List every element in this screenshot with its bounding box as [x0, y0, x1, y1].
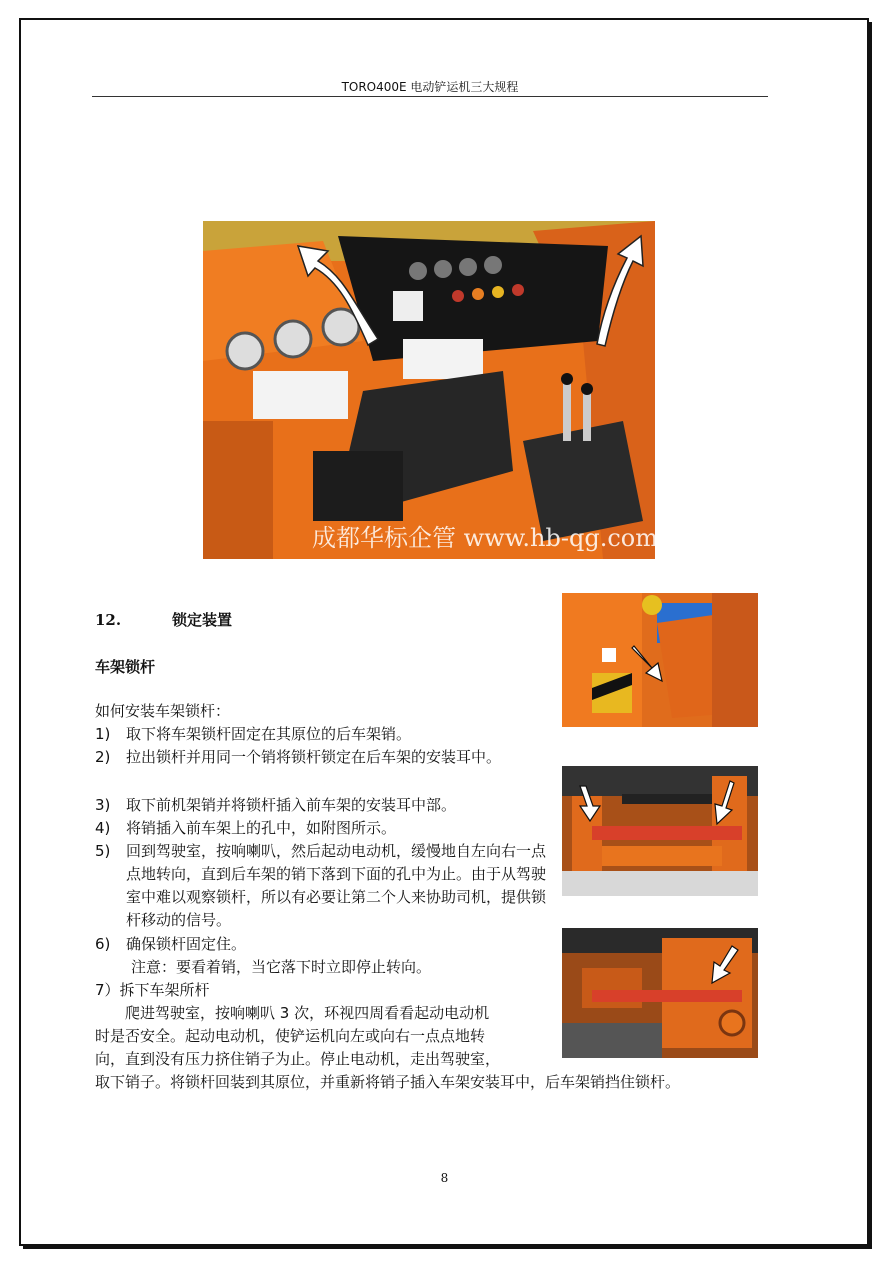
page-shadow-bottom: [23, 1246, 871, 1249]
page-number: 8: [440, 1171, 449, 1185]
lock-bar-installed-photo: [562, 766, 758, 896]
step-1: [95, 723, 555, 746]
step-text: 将销插入前车架上的孔中，如附图所示。: [126, 819, 397, 837]
photo-watermark: 成都华标企管 www.hb-qg.com: [312, 524, 658, 552]
rear-frame-pin-photo: [562, 928, 758, 1058]
note-line: 注意：要看着销，当它落下时立即停止转向。: [131, 958, 432, 976]
page-shadow-right: [869, 22, 872, 1249]
step-4: [95, 817, 555, 840]
step-7-line-3: 向，直到没有压力挤住销子为止。停止电动机，走出驾驶室，: [95, 1050, 501, 1068]
step-text: 确保锁杆固定住。: [126, 935, 247, 953]
step-number: 5): [95, 842, 111, 860]
section-number: 12.: [95, 611, 122, 629]
section-heading: [95, 609, 232, 630]
step-5: [95, 840, 555, 932]
subheading: 车架锁杆: [95, 658, 156, 676]
step-text: 取下将车架锁杆固定在其原位的后车架销。: [126, 725, 412, 743]
step-text: 回到驾驶室，按响喇叭，然后起动电动机，缓慢地自左向右一点点地转向，直到后车架的销下落到下面的孔中为止。由于从驾驶室中难以观察锁杆，所以有必要让第二个人来协助司机，提供锁杆移动的信号。: [126, 842, 547, 929]
step-text: 取下前机架销并将锁杆插入前车架的安装耳中部。: [126, 796, 457, 814]
worker-inserting-pin-photo: [562, 593, 758, 727]
step-7-line-2: 时是否安全。起动电动机，使铲运机向左或向右一点点地转: [95, 1027, 486, 1045]
running-header: TORO400E 电动铲运机三大规程: [341, 80, 519, 94]
step-7-line-1: 爬进驾驶室，按响喇叭 3 次，环视四周看看起动电动机: [125, 1004, 490, 1022]
step-number: 2): [95, 748, 111, 766]
step-7-line-4: 取下销子。将锁杆回装到其原位，并重新将销子插入车架安装耳中，后车架销挡住锁杆。: [95, 1073, 681, 1091]
step-number: 4): [95, 819, 111, 837]
step-3: [95, 794, 555, 817]
header-rule: [92, 96, 768, 97]
step-6: [95, 933, 555, 956]
step-2: [95, 746, 555, 769]
step-number: 3): [95, 796, 111, 814]
intro-line: 如何安装车架锁杆：: [95, 702, 231, 720]
step-7-title: 7）拆下车架所杆: [95, 981, 210, 999]
step-text: 拉出锁杆并用同一个销将锁杆锁定在后车架的安装耳中。: [126, 748, 502, 766]
section-title: 锁定装置: [172, 611, 233, 629]
cab-control-panel-photo: [203, 221, 655, 559]
step-number: 6): [95, 935, 111, 953]
step-number: 1): [95, 725, 111, 743]
